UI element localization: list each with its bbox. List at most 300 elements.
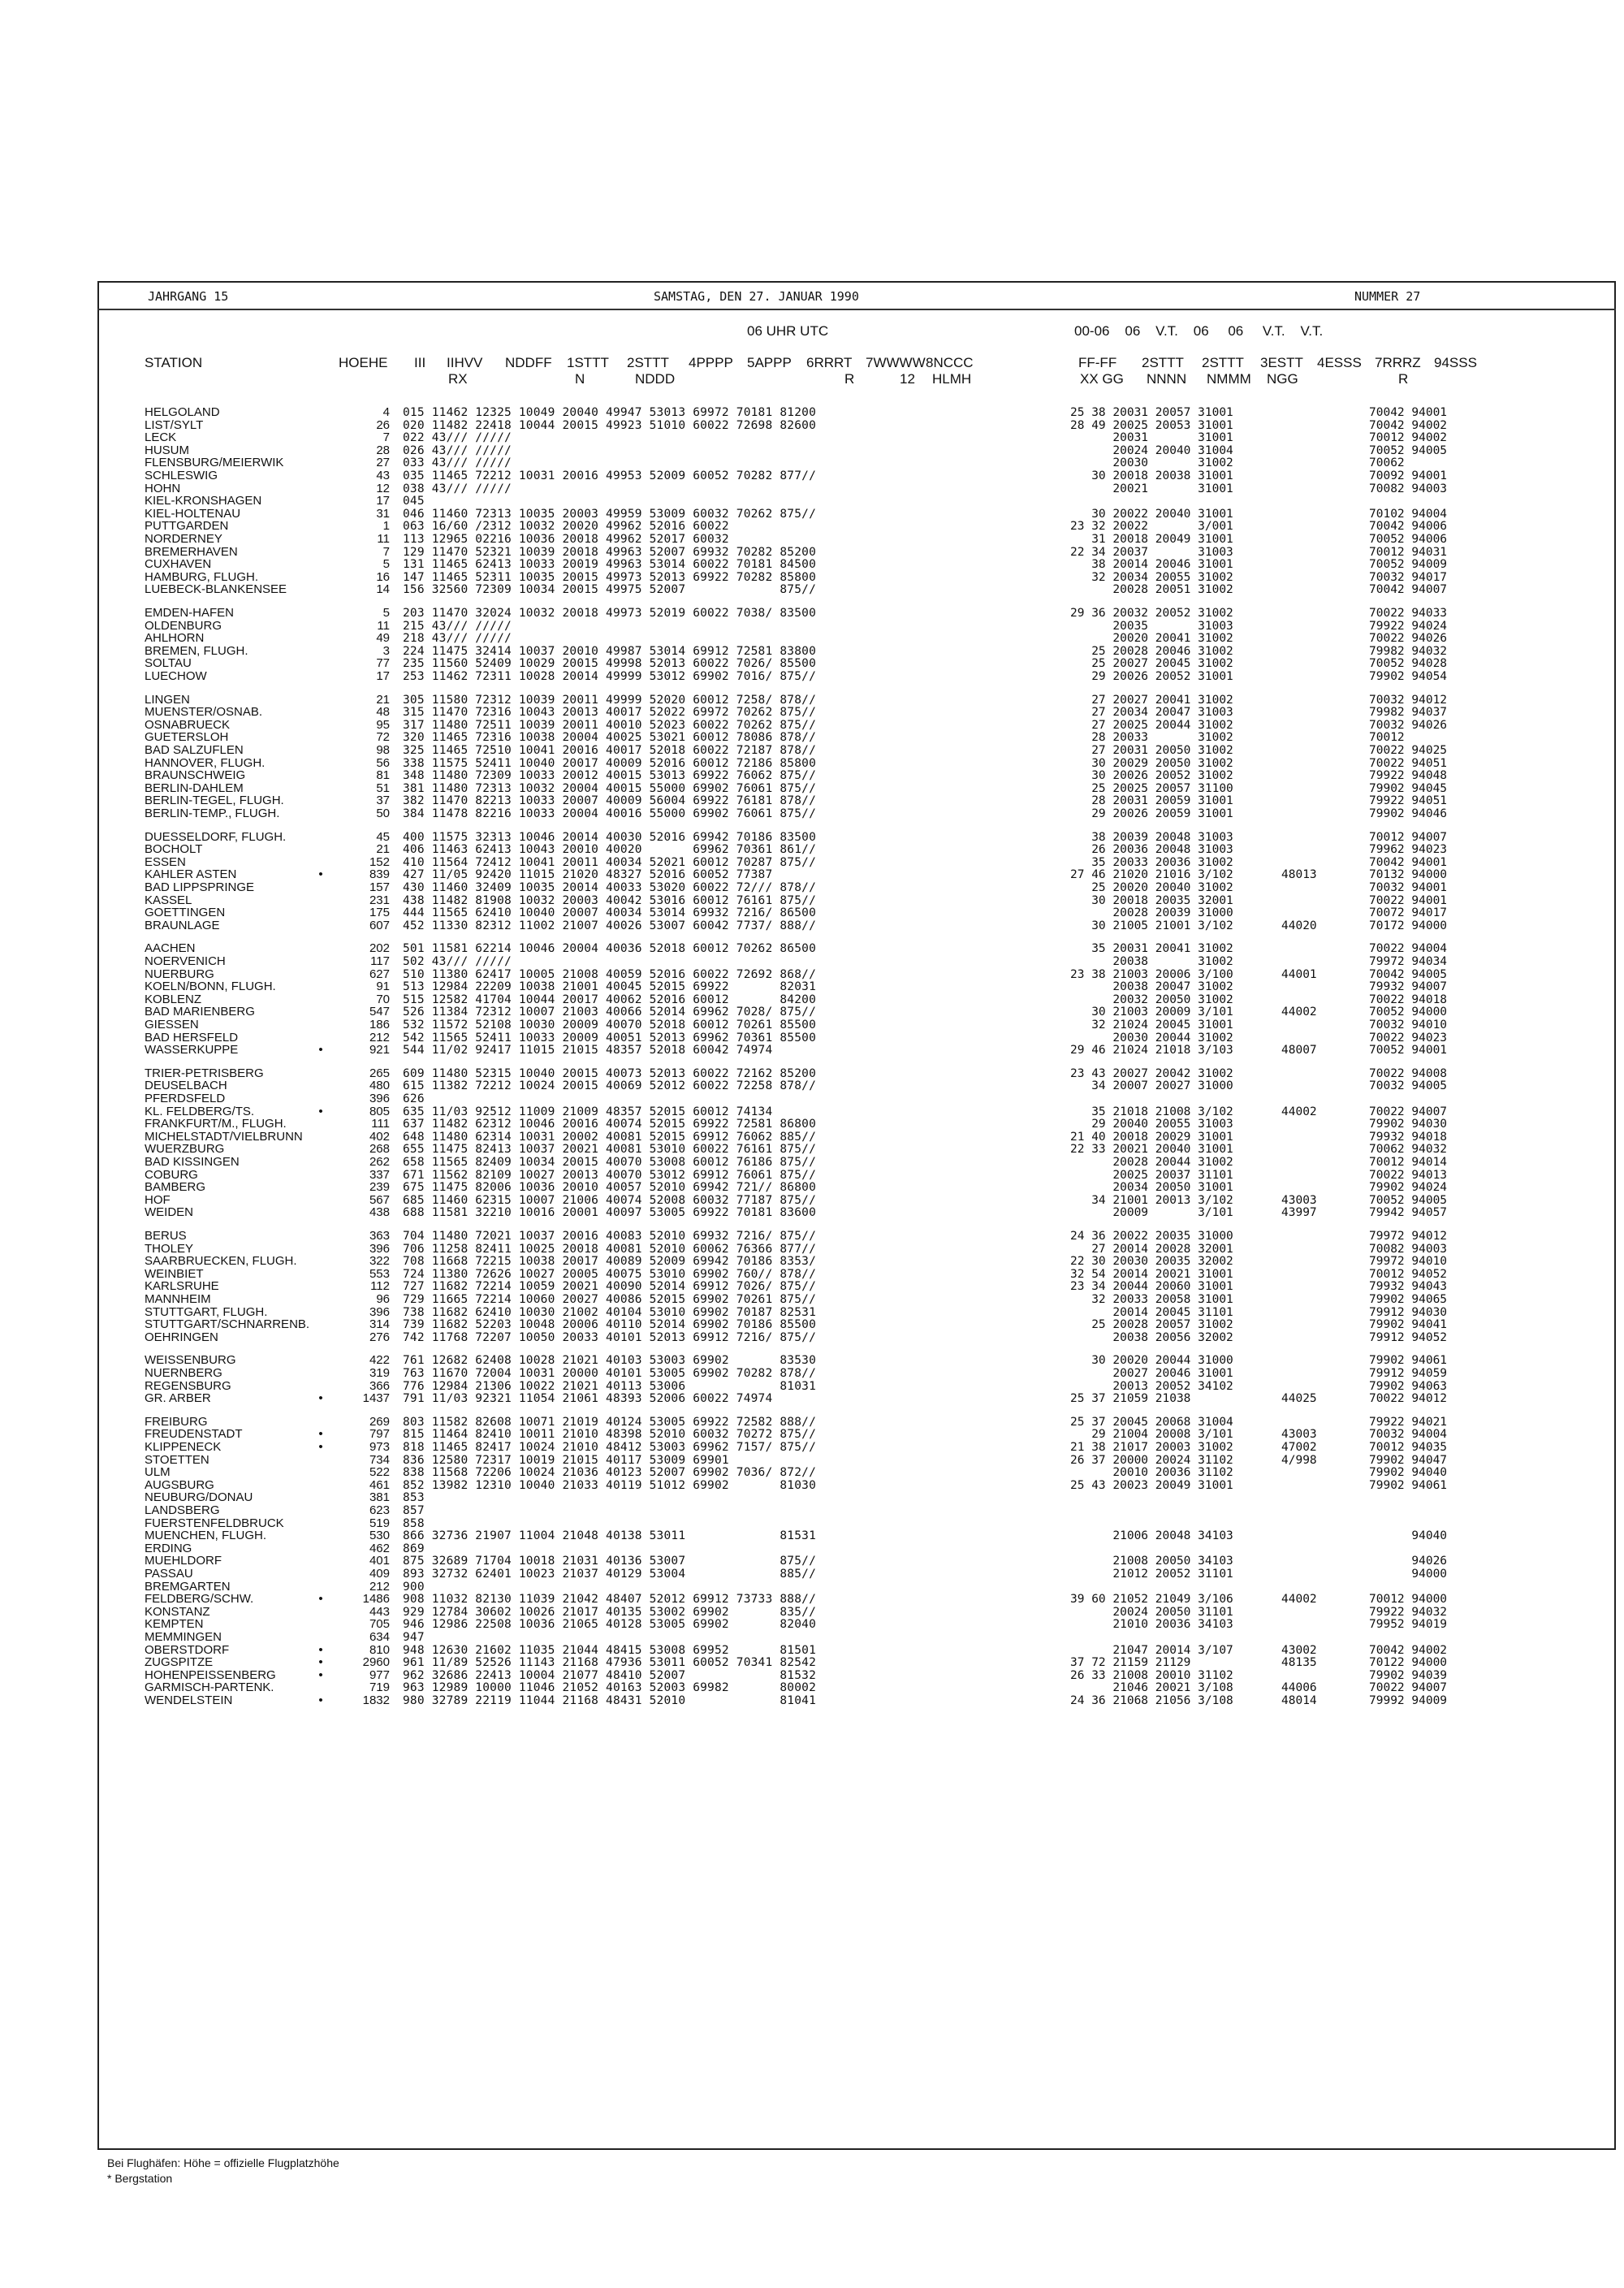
station-name: KONSTANZ	[145, 1605, 210, 1619]
table-row	[0, 782, 1616, 795]
station-name: STOETTEN	[145, 1453, 209, 1467]
col-nddff: NDDFF	[505, 355, 552, 370]
right-block-b: 79992 94009	[1369, 1694, 1448, 1707]
synop-block: 948 12630 21602 11035 21044 48415 53008 69952 81501	[403, 1643, 816, 1657]
right-block-4esss: 44006	[1281, 1681, 1317, 1695]
station-name: KIEL-HOLTENAU	[145, 507, 241, 521]
table-row	[0, 794, 1616, 807]
station-name: LANDSBERG	[145, 1504, 220, 1517]
right-block-b: 70042 94002	[1369, 1643, 1448, 1657]
table-row	[0, 495, 1616, 508]
station-name: KASSEL	[145, 893, 192, 907]
station-height: 21	[376, 842, 390, 857]
station-height: 363	[369, 1229, 390, 1243]
station-height: 553	[369, 1266, 390, 1281]
synop-block: 430 11460 32409 10035 20014 40033 53020 60022 72/// 878//	[403, 881, 816, 894]
synop-block: 818 11465 82417 10024 21010 48412 53003 69962 7157/ 875//	[403, 1441, 816, 1454]
station-height: 381	[369, 1490, 390, 1505]
right-block-a: 20014 20045 31101	[1070, 1305, 1233, 1319]
right-block-a: 25 43 20023 20049 31001	[1070, 1478, 1233, 1492]
right-block-b: 70012 94007	[1369, 830, 1448, 844]
station-name: GARMISCH-PARTENK.	[145, 1681, 274, 1695]
station-height: 265	[369, 1066, 390, 1080]
station-height: 91	[376, 980, 390, 994]
station-name: FLENSBURG/MEIERWIK	[145, 456, 284, 470]
right-block-b: 70032 94012	[1369, 693, 1448, 707]
table-row	[0, 1067, 1616, 1080]
right-block-b: 79902 94030	[1369, 1118, 1448, 1131]
station-height: 1486	[362, 1592, 390, 1607]
col-hlmh: HLMH	[932, 371, 972, 387]
right-block-b: 79902 94045	[1369, 781, 1448, 795]
station-name: GUETERSLOH	[145, 731, 229, 745]
col-xx-gg: XX GG	[1080, 371, 1124, 387]
mountain-station-marker: •	[318, 1440, 323, 1454]
right-block-4esss: 43003	[1281, 1193, 1317, 1207]
table-row	[0, 571, 1616, 584]
station-name: KIEL-KRONSHAGEN	[145, 495, 262, 508]
synop-block: 045	[403, 495, 425, 508]
right-block-a: 30 21005 21001 3/102	[1070, 919, 1233, 932]
synop-block: 685 11460 62315 10007 21006 40074 52008 60032 77187 875//	[403, 1193, 816, 1207]
table-row	[0, 1306, 1616, 1319]
station-name: BREMEN, FLUGH.	[145, 644, 248, 658]
right-block-b: 79902 94039	[1369, 1668, 1448, 1682]
right-block-4esss: 44002	[1281, 1006, 1317, 1019]
right-block-b: 70032 94005	[1369, 1079, 1448, 1093]
right-block-a: 35 20031 20041 31002	[1070, 942, 1233, 956]
station-height: 634	[369, 1630, 390, 1644]
right-block-4esss: 44002	[1281, 1593, 1317, 1607]
station-name: LUEBECK-BLANKENSEE	[145, 583, 287, 597]
station-name: BRAUNSCHWEIG	[145, 769, 246, 783]
station-name: ESSEN	[145, 855, 186, 869]
right-block-b: 70012 94000	[1369, 1593, 1448, 1607]
mountain-station-marker: •	[318, 1043, 323, 1057]
col-ngg: NGG	[1267, 371, 1298, 387]
issue-number: NUMMER 27	[1354, 289, 1421, 304]
station-name: FELDBERG/SCHW.	[145, 1593, 254, 1607]
synop-block: 203 11470 32024 10032 20018 49973 52019 60022 7038/ 83500	[403, 607, 816, 620]
right-block-a: 26 37 20000 20024 31102	[1070, 1453, 1233, 1467]
synop-block: 020 11482 22418 10044 20015 49923 51010 60022 72698 82600	[403, 418, 816, 432]
mountain-station-marker: •	[318, 1655, 323, 1670]
right-block-b: 70042 94007	[1369, 583, 1448, 597]
col-nnnn: NNNN	[1147, 371, 1187, 387]
station-name: KOELN/BONN, FLUGH.	[145, 980, 276, 994]
station-name: HOHN	[145, 482, 181, 495]
right-block-a: 21006 20048 34103	[1070, 1529, 1233, 1543]
station-name: GOETTINGEN	[145, 906, 226, 920]
station-name: PUTTGARDEN	[145, 520, 229, 534]
station-name: FRANKFURT/M., FLUGH.	[145, 1118, 287, 1131]
station-height: 547	[369, 1005, 390, 1019]
col-r-2sttt-b: 2STTT	[1202, 355, 1244, 370]
synop-block: 325 11465 72510 10041 20016 40017 52018 60022 72187 878//	[403, 744, 816, 757]
station-name: PASSAU	[145, 1568, 193, 1581]
station-name: AACHEN	[145, 942, 196, 956]
station-height: 56	[376, 755, 390, 770]
synop-block: 815 11464 82410 10011 21010 48398 52010 60032 70272 875//	[403, 1428, 816, 1442]
station-height: 438	[369, 1205, 390, 1220]
station-name: NORDERNEY	[145, 533, 222, 546]
col-6rrrt: 6RRRT	[806, 355, 853, 370]
table-row	[0, 1529, 1616, 1542]
synop-block: 515 12582 41704 10044 20017 40062 52016 60012 84200	[403, 993, 816, 1006]
station-height: 567	[369, 1192, 390, 1207]
station-height: 797	[369, 1427, 390, 1442]
right-block-4esss: 48013	[1281, 868, 1317, 882]
right-block-a: 38 20039 20048 31003	[1070, 830, 1233, 844]
right-block-a: 20038 31002	[1070, 955, 1233, 968]
synop-block: 648 11480 62314 10031 20002 40081 52015 69912 76062 885//	[403, 1130, 816, 1144]
synop-block: 836 12580 72317 10019 21015 40117 53009 69901	[403, 1453, 729, 1467]
table-row	[0, 831, 1616, 844]
synop-block: 852 13982 12310 10040 21033 40119 51012 69902 81030	[403, 1478, 816, 1492]
station-name: HELGOLAND	[145, 406, 220, 419]
table-row	[0, 1105, 1616, 1118]
right-block-b: 79932 94007	[1369, 980, 1448, 994]
table-row	[0, 1280, 1616, 1293]
station-height: 443	[369, 1604, 390, 1619]
right-block-a: 21012 20052 31101	[1070, 1568, 1233, 1581]
station-name: BERLIN-TEGEL, FLUGH.	[145, 794, 284, 808]
station-name: WENDELSTEIN	[145, 1694, 233, 1707]
station-name: BAD HERSFELD	[145, 1031, 239, 1045]
table-row	[0, 520, 1616, 533]
station-height: 117	[370, 954, 390, 968]
station-name: SOLTAU	[145, 657, 192, 671]
col-8nccc: 8NCCC	[926, 355, 974, 370]
table-row	[0, 1694, 1616, 1707]
station-name: DUESSELDORF, FLUGH.	[145, 830, 287, 844]
table-row	[0, 1367, 1616, 1380]
right-block-b: 70022 94004	[1369, 942, 1448, 956]
synop-block: 963 12989 10000 11046 21052 40163 52003 69982 80002	[403, 1681, 816, 1695]
station-name: KL. FELDBERG/TS.	[145, 1105, 255, 1118]
station-height: 26	[376, 417, 390, 432]
table-row	[0, 1428, 1616, 1441]
right-block-b: 79932 94043	[1369, 1280, 1448, 1294]
right-block-a: 34 21001 20013 3/102	[1070, 1193, 1233, 1207]
station-name: EMDEN-HAFEN	[145, 607, 235, 620]
synop-block: 706 11258 82411 10025 20018 40081 52010 60062 76366 877//	[403, 1242, 816, 1256]
station-name: NOERVENICH	[145, 955, 226, 968]
table-row	[0, 508, 1616, 521]
synop-block: 320 11465 72316 10038 20004 40025 53021 60012 78086 878//	[403, 731, 816, 745]
table-row	[0, 1206, 1616, 1219]
station-name: LECK	[145, 431, 177, 445]
right-block-b: 70052 94001	[1369, 1044, 1448, 1057]
station-height: 262	[369, 1155, 390, 1169]
synop-block: 929 12784 30602 10026 21017 40135 53002 69902 835//	[403, 1605, 816, 1619]
synop-block: 015 11462 12325 10049 20040 49947 53013 69972 70181 81200	[403, 406, 816, 419]
station-name: AHLHORN	[145, 632, 205, 646]
right-block-a: 20028 20051 31002	[1070, 583, 1233, 597]
synop-block: 038 43/// /////	[403, 482, 512, 495]
right-block-b: 70012 94035	[1369, 1441, 1448, 1454]
station-name: HOF	[145, 1193, 171, 1207]
station-name: MEMMINGEN	[145, 1631, 222, 1644]
station-height: 1	[382, 519, 390, 534]
col-r-94sss: 94SSS	[1434, 355, 1477, 370]
right-block-a: 27 20025 20044 31002	[1070, 718, 1233, 732]
table-row	[0, 670, 1616, 683]
right-block-b: 79902 94063	[1369, 1379, 1448, 1393]
mountain-station-marker: •	[318, 1391, 323, 1406]
right-block-a: 23 34 20044 20060 31001	[1070, 1280, 1233, 1294]
col-12: 12	[900, 371, 915, 387]
station-height: 111	[371, 1117, 390, 1131]
table-row	[0, 456, 1616, 469]
station-height: 43	[376, 469, 390, 482]
right-block-a: 25 20025 20057 31100	[1070, 781, 1233, 795]
station-name: AUGSBURG	[145, 1478, 214, 1492]
synop-block: 156 32560 72309 10034 20015 49975 52007 875//	[403, 583, 816, 597]
right-block-a: 38 20014 20046 31001	[1070, 558, 1233, 572]
right-block-b: 70052 94009	[1369, 558, 1448, 572]
synop-block: 729 11665 72214 10060 20027 40086 52015 69902 70261 875//	[403, 1293, 816, 1306]
right-block-a: 24 36 21068 21056 3/108	[1070, 1694, 1233, 1707]
right-block-b: 70022 94018	[1369, 993, 1448, 1006]
right-block-b: 70082 94003	[1369, 482, 1448, 495]
station-name: HANNOVER, FLUGH.	[145, 756, 266, 770]
station-name: STUTTGART/SCHNARRENB.	[145, 1318, 310, 1332]
station-name: WEISSENBURG	[145, 1354, 236, 1368]
right-block-a: 20027 20046 31001	[1070, 1367, 1233, 1380]
right-block-a: 21010 20036 34103	[1070, 1618, 1233, 1632]
right-block-a: 37 72 21159 21129	[1070, 1656, 1191, 1670]
synop-block: 838 11568 72206 10024 21036 40123 52007 69902 7036/ 872//	[403, 1466, 816, 1480]
right-block-b: 79902 94061	[1369, 1354, 1448, 1368]
synop-block: 035 11465 72212 10031 20016 49953 52009 60052 70282 877//	[403, 469, 816, 482]
right-block-b: 70022 94023	[1369, 1031, 1448, 1045]
right-block-b: 70082 94003	[1369, 1242, 1448, 1256]
station-height: 11	[377, 618, 390, 633]
right-block-b: 79962 94023	[1369, 843, 1448, 857]
right-block-b: 70022 94051	[1369, 756, 1448, 770]
right-block-a: 31 20018 20049 31001	[1070, 533, 1233, 546]
synop-block: 033 43/// /////	[403, 456, 512, 470]
col-7wwww: 7WWWW	[866, 355, 926, 370]
station-name: PFERDSFELD	[145, 1092, 226, 1105]
right-block-b: 70132 94000	[1369, 868, 1448, 882]
station-height: 4	[382, 405, 390, 419]
station-height: 17	[376, 669, 390, 683]
table-row	[0, 1631, 1616, 1644]
table-row	[0, 1032, 1616, 1045]
right-block-a: 32 54 20014 20021 31001	[1070, 1267, 1233, 1281]
right-block-b: 79902 94061	[1369, 1478, 1448, 1492]
table-row	[0, 1131, 1616, 1144]
right-block-b: 70092 94001	[1369, 469, 1448, 482]
right-block-a: 21 40 20018 20029 31001	[1070, 1130, 1233, 1144]
table-row	[0, 1169, 1616, 1182]
right-block-b: 79922 94021	[1369, 1415, 1448, 1429]
table-row	[0, 620, 1616, 633]
right-block-b: 79942 94057	[1369, 1206, 1448, 1220]
right-block-b: 70042 94006	[1369, 520, 1448, 534]
col-4pppp: 4PPPP	[689, 355, 733, 370]
right-block-a: 21 38 21017 20003 31002	[1070, 1441, 1233, 1454]
table-row	[0, 583, 1616, 596]
synop-block: 501 11581 62214 10046 20004 40036 52018 60012 70262 86500	[403, 942, 816, 956]
station-name: BAD MARIENBERG	[145, 1006, 255, 1019]
table-row	[0, 431, 1616, 444]
table-row	[0, 1542, 1616, 1555]
right-block-a: 34 20007 20027 31000	[1070, 1079, 1233, 1093]
col-station: STATION	[145, 355, 203, 370]
station-name: BERUS	[145, 1230, 187, 1243]
col-5appp: 5APPP	[747, 355, 792, 370]
right-block-b: 70032 94001	[1369, 881, 1448, 894]
table-row	[0, 645, 1616, 658]
table-row	[0, 1466, 1616, 1479]
synop-block: 655 11475 82413 10037 20021 40081 53010 60022 76161 875//	[403, 1143, 816, 1157]
synop-block: 704 11480 72021 10037 20016 40083 52010 69932 7216/ 875//	[403, 1230, 816, 1243]
station-height: 31	[376, 506, 390, 521]
right-block-b: 79922 94032	[1369, 1605, 1448, 1619]
right-block-a: 25 20028 20057 31002	[1070, 1318, 1233, 1332]
right-block-b: 70022 94025	[1369, 744, 1448, 757]
synop-block: 763 11670 72004 10031 20000 40101 53005 69902 70282 878//	[403, 1367, 816, 1380]
synop-block: 513 12984 22209 10038 21001 40045 52015 69922 82031	[403, 980, 816, 994]
table-row	[0, 1491, 1616, 1504]
synop-block: 688 11581 32210 10016 20001 40097 53005 69922 70181 83600	[403, 1206, 816, 1220]
station-height: 705	[369, 1617, 390, 1632]
table-row	[0, 807, 1616, 820]
right-block-4esss: 48135	[1281, 1656, 1317, 1670]
right-block-a: 23 43 20027 20042 31002	[1070, 1066, 1233, 1080]
station-name: WUERZBURG	[145, 1143, 225, 1157]
table-row	[0, 1354, 1616, 1367]
station-name: BAMBERG	[145, 1181, 206, 1195]
table-row	[0, 1504, 1616, 1517]
station-name: GIESSEN	[145, 1019, 199, 1032]
right-block-a: 22 30 20030 20035 32002	[1070, 1255, 1233, 1269]
table-row	[0, 406, 1616, 419]
station-name: SCHLESWIG	[145, 469, 218, 482]
right-block-b: 70022 94001	[1369, 893, 1448, 907]
synop-block: 635 11/03 92512 11009 21009 48357 52015 60012 74134	[403, 1105, 773, 1118]
station-name: WEIDEN	[145, 1206, 193, 1220]
right-block-b: 79922 94051	[1369, 794, 1448, 808]
right-block-a: 27 20027 20041 31002	[1070, 693, 1233, 707]
right-block-a: 30 21003 20009 3/101	[1070, 1006, 1233, 1019]
station-height: 973	[369, 1440, 390, 1454]
station-height: 623	[369, 1503, 390, 1517]
table-row	[0, 942, 1616, 955]
synop-block: 791 11/03 92321 11054 21061 48393 52006 60022 74974	[403, 1392, 773, 1406]
station-height: 366	[369, 1378, 390, 1393]
right-block-a: 25 20020 20040 31002	[1070, 881, 1233, 894]
col-2sttt: 2STTT	[627, 355, 669, 370]
col-nddd: NDDD	[635, 371, 676, 387]
right-block-a: 25 37 21059 21038	[1070, 1392, 1191, 1406]
right-block-a: 32 20033 20058 31001	[1070, 1293, 1233, 1306]
table-row	[0, 1079, 1616, 1092]
right-block-b: 70012 94002	[1369, 431, 1448, 445]
table-row	[0, 1006, 1616, 1019]
synop-block: 532 11572 52108 10030 20009 40070 52018 60012 70261 85500	[403, 1019, 816, 1032]
station-name: SAARBRUECKEN, FLUGH.	[145, 1255, 297, 1269]
synop-block: 317 11480 72511 10039 20011 40010 52023 60022 70262 875//	[403, 718, 816, 732]
station-name: BAD LIPPSPRINGE	[145, 881, 255, 894]
right-block-b: 70072 94017	[1369, 906, 1448, 920]
station-height: 422	[369, 1353, 390, 1368]
station-name: KLIPPENECK	[145, 1441, 222, 1454]
right-block-b: 79902 94041	[1369, 1318, 1448, 1332]
station-height: 337	[369, 1167, 390, 1182]
station-height: 322	[369, 1254, 390, 1269]
right-block-a: 24 36 20022 20035 31000	[1070, 1230, 1233, 1243]
right-block-a: 20020 20041 31002	[1070, 632, 1233, 646]
station-height: 3	[382, 643, 390, 658]
right-block-b: 70062	[1369, 456, 1405, 470]
right-block-a: 21047 20014 3/107	[1070, 1643, 1233, 1657]
synop-block: 026 43/// /////	[403, 443, 512, 457]
right-block-a: 32 21024 20045 31001	[1070, 1019, 1233, 1032]
station-height: 1832	[362, 1693, 390, 1707]
right-block-b: 70062 94032	[1369, 1143, 1448, 1157]
right-block-a: 29 46 21024 21018 3/103	[1070, 1044, 1233, 1057]
station-height: 77	[376, 656, 390, 671]
synop-block: 980 32789 22119 11044 21168 48431 52010 81041	[403, 1694, 816, 1707]
station-name: ERDING	[145, 1542, 192, 1555]
station-name: BERLIN-TEMP., FLUGH.	[145, 807, 280, 820]
station-height: 98	[376, 743, 390, 757]
col-ff-ff: FF-FF	[1078, 355, 1117, 370]
station-name: KARLSRUHE	[145, 1280, 219, 1294]
synop-block: 853	[403, 1491, 425, 1505]
synop-block: 962 32686 22413 10004 21077 48410 52007 81532	[403, 1668, 816, 1682]
station-name: LUECHOW	[145, 670, 207, 683]
right-block-b: 70022 94008	[1369, 1066, 1448, 1080]
station-height: 268	[369, 1142, 390, 1157]
right-block-a: 26 33 21008 20010 31102	[1070, 1668, 1233, 1682]
station-height: 175	[369, 906, 390, 920]
synop-block: 348 11480 72309 10033 20012 40015 53013 69922 76062 875//	[403, 769, 816, 783]
table-row	[0, 1656, 1616, 1669]
right-block-a: 29 21004 20008 3/101	[1070, 1428, 1233, 1442]
mountain-station-marker: •	[318, 1667, 323, 1682]
right-block-b: 79972 94010	[1369, 1255, 1448, 1269]
station-name: FUERSTENFELDBRUCK	[145, 1516, 284, 1530]
right-block-b: 79922 94024	[1369, 619, 1448, 633]
right-block-b: 70042 94001	[1369, 855, 1448, 869]
right-block-a: 29 20026 20052 31001	[1070, 670, 1233, 683]
table-row	[0, 1019, 1616, 1032]
table-row	[0, 719, 1616, 732]
station-name: NEUBURG/DONAU	[145, 1491, 253, 1505]
right-block-a: 20030 31002	[1070, 456, 1233, 470]
right-block-a: 35 20033 20036 31002	[1070, 855, 1233, 869]
right-block-a: 20010 20036 31102	[1070, 1466, 1233, 1480]
synop-block: 218 43/// /////	[403, 632, 512, 646]
synop-block: 224 11475 32414 10037 20010 49987 53014 69912 72581 83800	[403, 644, 816, 658]
right-block-4esss: 47002	[1281, 1441, 1317, 1454]
synop-block: 526 11384 72312 10007 21003 40066 52014 69962 7028/ 875//	[403, 1006, 816, 1019]
table-row	[0, 757, 1616, 770]
right-block-b: 70022 94007	[1369, 1681, 1448, 1695]
right-block-b: 70022 94033	[1369, 607, 1448, 620]
right-block-4esss: 4/998	[1281, 1453, 1317, 1467]
station-name: WASSERKUPPE	[145, 1044, 239, 1057]
right-block-a: 20024 20050 31101	[1070, 1605, 1233, 1619]
right-block-4esss: 43997	[1281, 1206, 1317, 1220]
station-height: 269	[369, 1414, 390, 1429]
station-height: 212	[369, 1030, 390, 1045]
